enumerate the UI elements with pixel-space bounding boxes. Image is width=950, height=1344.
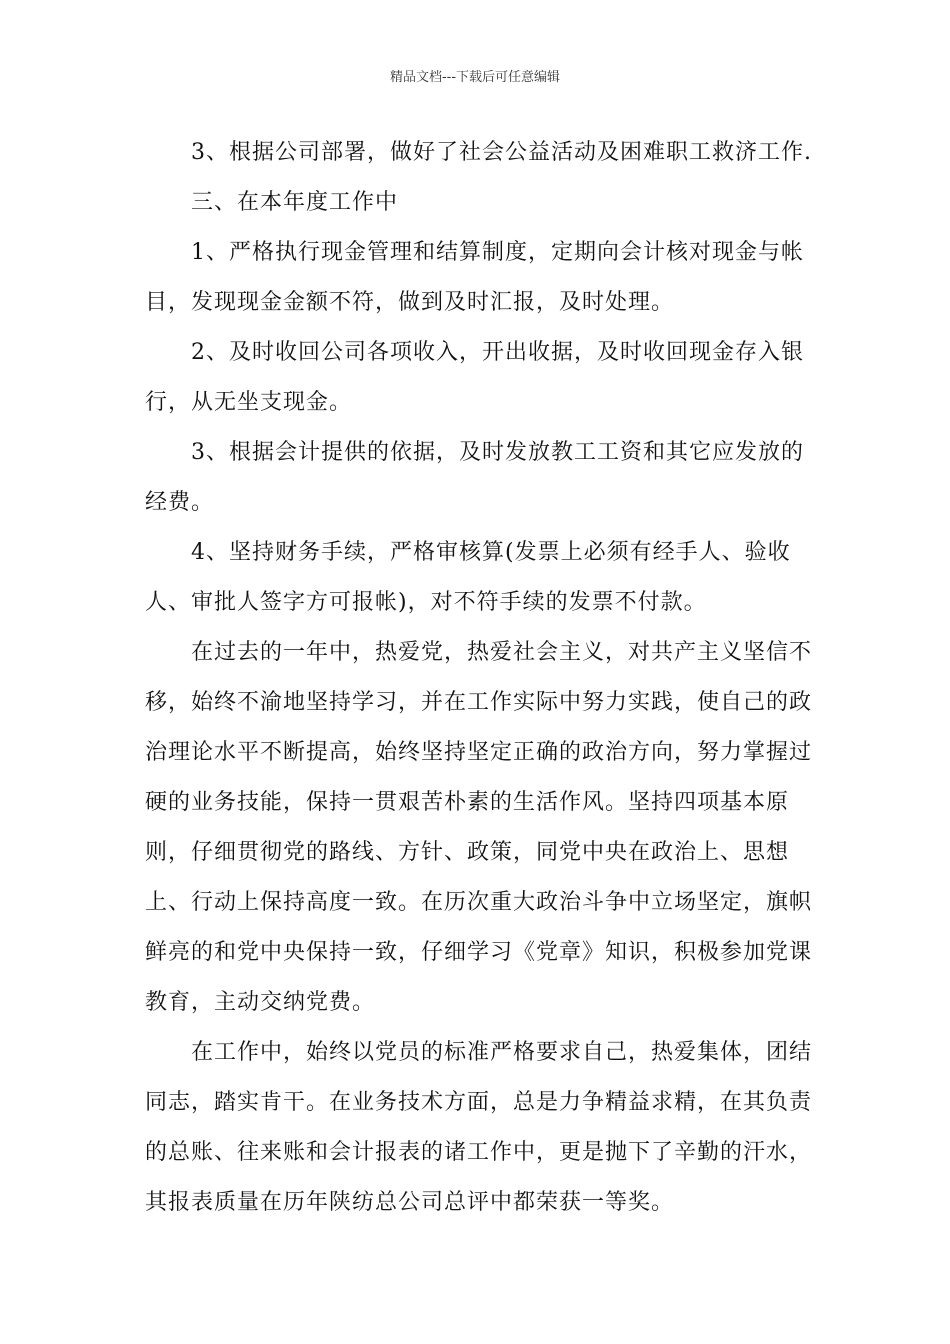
paragraph-2: 三、在本年度工作中 — [191, 190, 399, 215]
paragraph-4: 2、及时收回公司各项收入，开出收据，及时收回现金存入银行，从无坐支现金。 — [145, 340, 804, 415]
document-body — [145, 128, 825, 1228]
paragraph-3: 1、严格执行现金管理和结算制度，定期向会计核对现金与帐目，发现现金金额不符，做到及时汇报，及时处理。 — [145, 240, 804, 315]
paragraph-8: 在工作中，始终以党员的标准严格要求自己，热爱集体，团结同志，踏实肯干。在业务技术方面，总是力争精益求精，在其负责的总账、往来账和会计报表的诸工作中，更是抛下了辛勤的汗水，其报表质量在历年陕纺总公司总评中都荣获一等奖。 — [145, 1040, 813, 1215]
paragraph-6: 4、坚持财务手续，严格审核算(发票上必须有经手人、验收人、审批人签字方可报帐)，对不符手续的发票不付款。 — [145, 540, 791, 615]
page-header: 精品文档---下载后可任意编辑 — [389, 70, 561, 85]
paragraph-1: 3、根据公司部署，做好了社会公益活动及困难职工救济工作. — [191, 140, 812, 165]
paragraph-7: 在过去的一年中，热爱党，热爱社会主义，对共产主义坚信不移，始终不渝地坚持学习，并在工作实际中努力实践，使自己的政治理论水平不断提高，始终坚持坚定正确的政治方向，努力掌握过硬的业务技能，保持一贯艰苦朴素的生活作风。坚持四项基本原则，仔细贯彻党的路线、方针、政策，同党中央在政治上、思想上、行动上保持高度一致。在历次重大政治斗争中立场坚定，旗帜鲜亮的和党中央保持一致，仔细学习《党章》知识，积极参加党课教育，主动交纳党费。 — [145, 640, 813, 1015]
paragraph-5: 3、根据会计提供的依据，及时发放教工工资和其它应发放的经费。 — [145, 440, 804, 515]
